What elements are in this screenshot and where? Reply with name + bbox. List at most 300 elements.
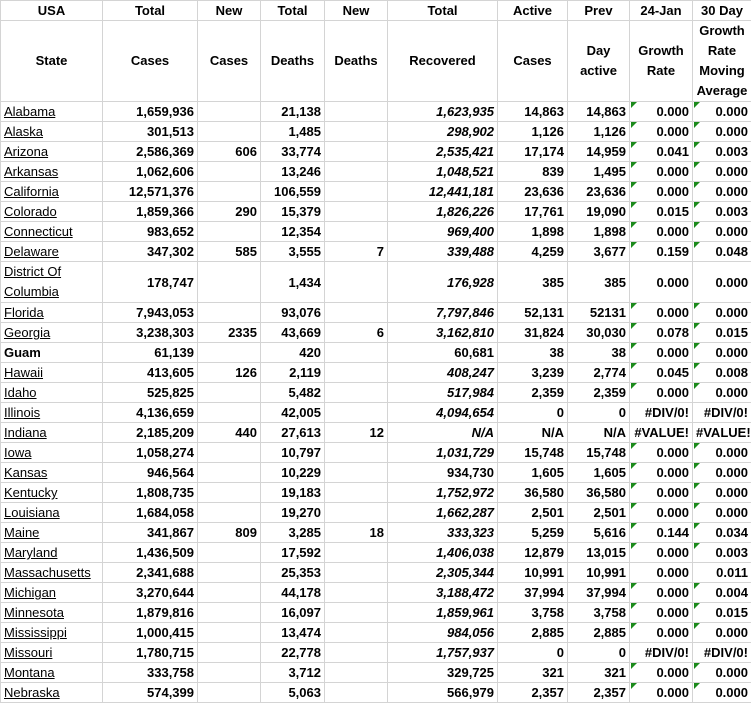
- deaths-cell[interactable]: [261, 663, 325, 683]
- recovered-cell[interactable]: [388, 643, 498, 663]
- growth-rate-cell[interactable]: [630, 523, 693, 543]
- recovered-cell[interactable]: [388, 222, 498, 242]
- new-deaths-cell[interactable]: [325, 543, 388, 563]
- cases-cell[interactable]: [103, 623, 198, 643]
- deaths-cell[interactable]: [261, 583, 325, 603]
- new-deaths-cell[interactable]: [325, 683, 388, 703]
- active-cell[interactable]: [498, 523, 568, 543]
- new-cases-cell[interactable]: [198, 623, 261, 643]
- cases-cell[interactable]: [103, 102, 198, 122]
- deaths-cell[interactable]: [261, 142, 325, 162]
- recovered-cell[interactable]: [388, 423, 498, 443]
- deaths-cell[interactable]: [261, 543, 325, 563]
- deaths-cell[interactable]: [261, 523, 325, 543]
- header-cell[interactable]: Active: [498, 1, 568, 21]
- state-link[interactable]: [1, 423, 103, 443]
- growth-rate-cell[interactable]: [630, 222, 693, 242]
- recovered-cell[interactable]: [388, 162, 498, 182]
- recovered-cell[interactable]: [388, 343, 498, 363]
- prev-cell[interactable]: [568, 242, 630, 262]
- cases-cell[interactable]: [103, 383, 198, 403]
- header-cell[interactable]: Recovered: [388, 21, 498, 102]
- growth-rate-cell[interactable]: [630, 603, 693, 623]
- new-cases-cell[interactable]: [198, 643, 261, 663]
- header-cell[interactable]: Deaths: [325, 21, 388, 102]
- state-link[interactable]: [1, 242, 103, 262]
- new-deaths-cell[interactable]: [325, 242, 388, 262]
- cases-cell[interactable]: [103, 423, 198, 443]
- active-cell[interactable]: [498, 102, 568, 122]
- deaths-cell[interactable]: [261, 262, 325, 303]
- deaths-cell[interactable]: [261, 503, 325, 523]
- active-cell[interactable]: [498, 242, 568, 262]
- growth-rate-cell[interactable]: [630, 182, 693, 202]
- new-deaths-cell[interactable]: [325, 343, 388, 363]
- growth-rate-cell[interactable]: [630, 102, 693, 122]
- growth-rate-cell[interactable]: [630, 262, 693, 303]
- prev-cell[interactable]: [568, 683, 630, 703]
- deaths-cell[interactable]: [261, 423, 325, 443]
- growth-rate-cell[interactable]: [630, 303, 693, 323]
- deaths-cell[interactable]: [261, 603, 325, 623]
- state-link[interactable]: [1, 523, 103, 543]
- active-cell[interactable]: [498, 483, 568, 503]
- state-link[interactable]: [1, 403, 103, 423]
- active-cell[interactable]: [498, 142, 568, 162]
- moving-average-cell[interactable]: [693, 683, 751, 703]
- deaths-cell[interactable]: [261, 202, 325, 222]
- new-deaths-cell[interactable]: [325, 383, 388, 403]
- new-deaths-cell[interactable]: [325, 262, 388, 303]
- deaths-cell[interactable]: [261, 383, 325, 403]
- moving-average-cell[interactable]: [693, 643, 751, 663]
- cases-cell[interactable]: [103, 403, 198, 423]
- deaths-cell[interactable]: [261, 102, 325, 122]
- new-deaths-cell[interactable]: [325, 423, 388, 443]
- state-link[interactable]: [1, 483, 103, 503]
- recovered-cell[interactable]: [388, 483, 498, 503]
- header-cell[interactable]: Total: [103, 1, 198, 21]
- prev-cell[interactable]: [568, 423, 630, 443]
- growth-rate-cell[interactable]: [630, 483, 693, 503]
- moving-average-cell[interactable]: [693, 543, 751, 563]
- state-link[interactable]: [1, 323, 103, 343]
- new-cases-cell[interactable]: [198, 563, 261, 583]
- header-cell[interactable]: Cases: [103, 21, 198, 102]
- prev-cell[interactable]: [568, 383, 630, 403]
- growth-rate-cell[interactable]: [630, 643, 693, 663]
- moving-average-cell[interactable]: [693, 222, 751, 242]
- state-link[interactable]: [1, 443, 103, 463]
- cases-cell[interactable]: [103, 643, 198, 663]
- active-cell[interactable]: [498, 503, 568, 523]
- cases-cell[interactable]: [103, 162, 198, 182]
- cases-cell[interactable]: [103, 443, 198, 463]
- prev-cell[interactable]: [568, 503, 630, 523]
- new-deaths-cell[interactable]: [325, 303, 388, 323]
- active-cell[interactable]: [498, 162, 568, 182]
- moving-average-cell[interactable]: [693, 603, 751, 623]
- cases-cell[interactable]: [103, 683, 198, 703]
- active-cell[interactable]: [498, 343, 568, 363]
- moving-average-cell[interactable]: [693, 262, 751, 303]
- new-cases-cell[interactable]: [198, 423, 261, 443]
- new-deaths-cell[interactable]: [325, 363, 388, 383]
- deaths-cell[interactable]: [261, 623, 325, 643]
- recovered-cell[interactable]: [388, 403, 498, 423]
- recovered-cell[interactable]: [388, 363, 498, 383]
- recovered-cell[interactable]: [388, 543, 498, 563]
- new-deaths-cell[interactable]: [325, 323, 388, 343]
- moving-average-cell[interactable]: [693, 423, 751, 443]
- prev-cell[interactable]: [568, 623, 630, 643]
- state-link[interactable]: [1, 182, 103, 202]
- moving-average-cell[interactable]: [693, 583, 751, 603]
- prev-cell[interactable]: [568, 583, 630, 603]
- moving-average-cell[interactable]: [693, 363, 751, 383]
- new-deaths-cell[interactable]: [325, 603, 388, 623]
- growth-rate-cell[interactable]: [630, 142, 693, 162]
- active-cell[interactable]: [498, 643, 568, 663]
- prev-cell[interactable]: [568, 663, 630, 683]
- recovered-cell[interactable]: [388, 102, 498, 122]
- new-cases-cell[interactable]: [198, 523, 261, 543]
- active-cell[interactable]: [498, 443, 568, 463]
- active-cell[interactable]: [498, 303, 568, 323]
- active-cell[interactable]: [498, 122, 568, 142]
- moving-average-cell[interactable]: [693, 142, 751, 162]
- new-deaths-cell[interactable]: [325, 663, 388, 683]
- active-cell[interactable]: [498, 663, 568, 683]
- prev-cell[interactable]: [568, 643, 630, 663]
- deaths-cell[interactable]: [261, 363, 325, 383]
- new-cases-cell[interactable]: [198, 182, 261, 202]
- growth-rate-cell[interactable]: [630, 162, 693, 182]
- header-cell[interactable]: Cases: [198, 21, 261, 102]
- deaths-cell[interactable]: [261, 343, 325, 363]
- new-deaths-cell[interactable]: [325, 102, 388, 122]
- cases-cell[interactable]: [103, 523, 198, 543]
- state-link[interactable]: [1, 683, 103, 703]
- prev-cell[interactable]: [568, 603, 630, 623]
- deaths-cell[interactable]: [261, 483, 325, 503]
- cases-cell[interactable]: [103, 583, 198, 603]
- state-link[interactable]: [1, 583, 103, 603]
- deaths-cell[interactable]: [261, 403, 325, 423]
- new-cases-cell[interactable]: [198, 122, 261, 142]
- new-cases-cell[interactable]: [198, 363, 261, 383]
- new-deaths-cell[interactable]: [325, 202, 388, 222]
- new-deaths-cell[interactable]: [325, 222, 388, 242]
- growth-rate-cell[interactable]: [630, 323, 693, 343]
- header-cell[interactable]: 30 Day: [693, 1, 751, 21]
- recovered-cell[interactable]: [388, 122, 498, 142]
- moving-average-cell[interactable]: [693, 303, 751, 323]
- new-cases-cell[interactable]: [198, 463, 261, 483]
- growth-rate-cell[interactable]: [630, 343, 693, 363]
- new-deaths-cell[interactable]: [325, 623, 388, 643]
- deaths-cell[interactable]: [261, 323, 325, 343]
- new-deaths-cell[interactable]: [325, 142, 388, 162]
- prev-cell[interactable]: [568, 463, 630, 483]
- recovered-cell[interactable]: [388, 663, 498, 683]
- moving-average-cell[interactable]: [693, 242, 751, 262]
- new-deaths-cell[interactable]: [325, 643, 388, 663]
- moving-average-cell[interactable]: [693, 403, 751, 423]
- new-cases-cell[interactable]: [198, 162, 261, 182]
- active-cell[interactable]: [498, 182, 568, 202]
- header-cell[interactable]: USA: [1, 1, 103, 21]
- cases-cell[interactable]: [103, 142, 198, 162]
- cases-cell[interactable]: [103, 503, 198, 523]
- new-cases-cell[interactable]: [198, 262, 261, 303]
- new-cases-cell[interactable]: [198, 222, 261, 242]
- new-deaths-cell[interactable]: [325, 443, 388, 463]
- active-cell[interactable]: [498, 403, 568, 423]
- moving-average-cell[interactable]: [693, 563, 751, 583]
- prev-cell[interactable]: [568, 303, 630, 323]
- cases-cell[interactable]: [103, 483, 198, 503]
- prev-cell[interactable]: [568, 202, 630, 222]
- new-cases-cell[interactable]: [198, 583, 261, 603]
- state-link[interactable]: [1, 623, 103, 643]
- new-deaths-cell[interactable]: [325, 122, 388, 142]
- header-cell[interactable]: Growth Rate Moving Average: [693, 21, 751, 102]
- new-deaths-cell[interactable]: [325, 563, 388, 583]
- state-link[interactable]: [1, 663, 103, 683]
- state-link[interactable]: [1, 383, 103, 403]
- state-link[interactable]: [1, 262, 103, 303]
- prev-cell[interactable]: [568, 403, 630, 423]
- new-cases-cell[interactable]: [198, 242, 261, 262]
- prev-cell[interactable]: [568, 563, 630, 583]
- active-cell[interactable]: [498, 463, 568, 483]
- cases-cell[interactable]: [103, 543, 198, 563]
- moving-average-cell[interactable]: [693, 483, 751, 503]
- prev-cell[interactable]: [568, 102, 630, 122]
- header-cell[interactable]: New: [325, 1, 388, 21]
- recovered-cell[interactable]: [388, 603, 498, 623]
- header-cell[interactable]: Growth Rate: [630, 21, 693, 102]
- new-deaths-cell[interactable]: [325, 162, 388, 182]
- deaths-cell[interactable]: [261, 303, 325, 323]
- deaths-cell[interactable]: [261, 463, 325, 483]
- new-cases-cell[interactable]: [198, 443, 261, 463]
- new-deaths-cell[interactable]: [325, 483, 388, 503]
- prev-cell[interactable]: [568, 142, 630, 162]
- active-cell[interactable]: [498, 583, 568, 603]
- deaths-cell[interactable]: [261, 242, 325, 262]
- cases-cell[interactable]: [103, 663, 198, 683]
- deaths-cell[interactable]: [261, 563, 325, 583]
- moving-average-cell[interactable]: [693, 202, 751, 222]
- prev-cell[interactable]: [568, 343, 630, 363]
- header-cell[interactable]: New: [198, 1, 261, 21]
- cases-cell[interactable]: [103, 262, 198, 303]
- deaths-cell[interactable]: [261, 643, 325, 663]
- cases-cell[interactable]: [103, 323, 198, 343]
- state-link[interactable]: [1, 162, 103, 182]
- growth-rate-cell[interactable]: [630, 383, 693, 403]
- new-cases-cell[interactable]: [198, 102, 261, 122]
- new-deaths-cell[interactable]: [325, 403, 388, 423]
- recovered-cell[interactable]: [388, 623, 498, 643]
- growth-rate-cell[interactable]: [630, 403, 693, 423]
- new-cases-cell[interactable]: [198, 142, 261, 162]
- new-cases-cell[interactable]: [198, 543, 261, 563]
- new-cases-cell[interactable]: [198, 343, 261, 363]
- recovered-cell[interactable]: [388, 683, 498, 703]
- prev-cell[interactable]: [568, 363, 630, 383]
- new-cases-cell[interactable]: [198, 303, 261, 323]
- state-link[interactable]: [1, 503, 103, 523]
- prev-cell[interactable]: [568, 162, 630, 182]
- prev-cell[interactable]: [568, 222, 630, 242]
- state-link[interactable]: [1, 363, 103, 383]
- state-link[interactable]: [1, 643, 103, 663]
- moving-average-cell[interactable]: [693, 663, 751, 683]
- new-cases-cell[interactable]: [198, 383, 261, 403]
- new-deaths-cell[interactable]: [325, 463, 388, 483]
- header-cell[interactable]: Deaths: [261, 21, 325, 102]
- cases-cell[interactable]: [103, 222, 198, 242]
- active-cell[interactable]: [498, 563, 568, 583]
- cases-cell[interactable]: [103, 122, 198, 142]
- active-cell[interactable]: [498, 603, 568, 623]
- state-link[interactable]: [1, 543, 103, 563]
- moving-average-cell[interactable]: [693, 323, 751, 343]
- moving-average-cell[interactable]: [693, 463, 751, 483]
- prev-cell[interactable]: [568, 262, 630, 303]
- moving-average-cell[interactable]: [693, 122, 751, 142]
- prev-cell[interactable]: [568, 483, 630, 503]
- state-link[interactable]: [1, 563, 103, 583]
- recovered-cell[interactable]: [388, 563, 498, 583]
- active-cell[interactable]: [498, 423, 568, 443]
- active-cell[interactable]: [498, 222, 568, 242]
- moving-average-cell[interactable]: [693, 523, 751, 543]
- recovered-cell[interactable]: [388, 242, 498, 262]
- recovered-cell[interactable]: [388, 202, 498, 222]
- moving-average-cell[interactable]: [693, 503, 751, 523]
- cases-cell[interactable]: [103, 303, 198, 323]
- active-cell[interactable]: [498, 363, 568, 383]
- recovered-cell[interactable]: [388, 262, 498, 303]
- state-link[interactable]: [1, 142, 103, 162]
- state-link[interactable]: [1, 122, 103, 142]
- prev-cell[interactable]: [568, 182, 630, 202]
- cases-cell[interactable]: [103, 343, 198, 363]
- growth-rate-cell[interactable]: [630, 423, 693, 443]
- active-cell[interactable]: [498, 323, 568, 343]
- cases-cell[interactable]: [103, 463, 198, 483]
- deaths-cell[interactable]: [261, 122, 325, 142]
- state-link[interactable]: [1, 303, 103, 323]
- recovered-cell[interactable]: [388, 303, 498, 323]
- header-cell[interactable]: Day active: [568, 21, 630, 102]
- growth-rate-cell[interactable]: [630, 242, 693, 262]
- recovered-cell[interactable]: [388, 323, 498, 343]
- deaths-cell[interactable]: [261, 443, 325, 463]
- active-cell[interactable]: [498, 543, 568, 563]
- cases-cell[interactable]: [103, 202, 198, 222]
- recovered-cell[interactable]: [388, 523, 498, 543]
- state-link[interactable]: [1, 202, 103, 222]
- state-link[interactable]: [1, 463, 103, 483]
- new-cases-cell[interactable]: [198, 403, 261, 423]
- state-link[interactable]: [1, 222, 103, 242]
- growth-rate-cell[interactable]: [630, 663, 693, 683]
- state-link[interactable]: [1, 102, 103, 122]
- deaths-cell[interactable]: [261, 162, 325, 182]
- deaths-cell[interactable]: [261, 182, 325, 202]
- new-deaths-cell[interactable]: [325, 503, 388, 523]
- active-cell[interactable]: [498, 202, 568, 222]
- active-cell[interactable]: [498, 683, 568, 703]
- new-deaths-cell[interactable]: [325, 182, 388, 202]
- header-cell[interactable]: Prev: [568, 1, 630, 21]
- cases-cell[interactable]: [103, 182, 198, 202]
- deaths-cell[interactable]: [261, 222, 325, 242]
- moving-average-cell[interactable]: [693, 443, 751, 463]
- moving-average-cell[interactable]: [693, 102, 751, 122]
- cases-cell[interactable]: [103, 563, 198, 583]
- recovered-cell[interactable]: [388, 383, 498, 403]
- new-cases-cell[interactable]: [198, 503, 261, 523]
- cases-cell[interactable]: [103, 603, 198, 623]
- header-cell[interactable]: Total: [261, 1, 325, 21]
- new-cases-cell[interactable]: [198, 683, 261, 703]
- growth-rate-cell[interactable]: [630, 583, 693, 603]
- growth-rate-cell[interactable]: [630, 363, 693, 383]
- growth-rate-cell[interactable]: [630, 683, 693, 703]
- cases-cell[interactable]: [103, 242, 198, 262]
- new-cases-cell[interactable]: [198, 483, 261, 503]
- active-cell[interactable]: [498, 623, 568, 643]
- recovered-cell[interactable]: [388, 463, 498, 483]
- prev-cell[interactable]: [568, 443, 630, 463]
- growth-rate-cell[interactable]: [630, 543, 693, 563]
- growth-rate-cell[interactable]: [630, 202, 693, 222]
- cases-cell[interactable]: [103, 363, 198, 383]
- recovered-cell[interactable]: [388, 443, 498, 463]
- new-deaths-cell[interactable]: [325, 523, 388, 543]
- new-cases-cell[interactable]: [198, 323, 261, 343]
- header-cell[interactable]: State: [1, 21, 103, 102]
- growth-rate-cell[interactable]: [630, 563, 693, 583]
- prev-cell[interactable]: [568, 122, 630, 142]
- moving-average-cell[interactable]: [693, 383, 751, 403]
- recovered-cell[interactable]: [388, 142, 498, 162]
- header-cell[interactable]: Cases: [498, 21, 568, 102]
- new-cases-cell[interactable]: [198, 603, 261, 623]
- growth-rate-cell[interactable]: [630, 463, 693, 483]
- header-cell[interactable]: Total: [388, 1, 498, 21]
- recovered-cell[interactable]: [388, 182, 498, 202]
- moving-average-cell[interactable]: [693, 623, 751, 643]
- state-link[interactable]: [1, 603, 103, 623]
- moving-average-cell[interactable]: [693, 343, 751, 363]
- growth-rate-cell[interactable]: [630, 503, 693, 523]
- moving-average-cell[interactable]: [693, 162, 751, 182]
- prev-cell[interactable]: [568, 543, 630, 563]
- active-cell[interactable]: [498, 262, 568, 303]
- new-cases-cell[interactable]: [198, 202, 261, 222]
- recovered-cell[interactable]: [388, 503, 498, 523]
- growth-rate-cell[interactable]: [630, 443, 693, 463]
- new-deaths-cell[interactable]: [325, 583, 388, 603]
- prev-cell[interactable]: [568, 523, 630, 543]
